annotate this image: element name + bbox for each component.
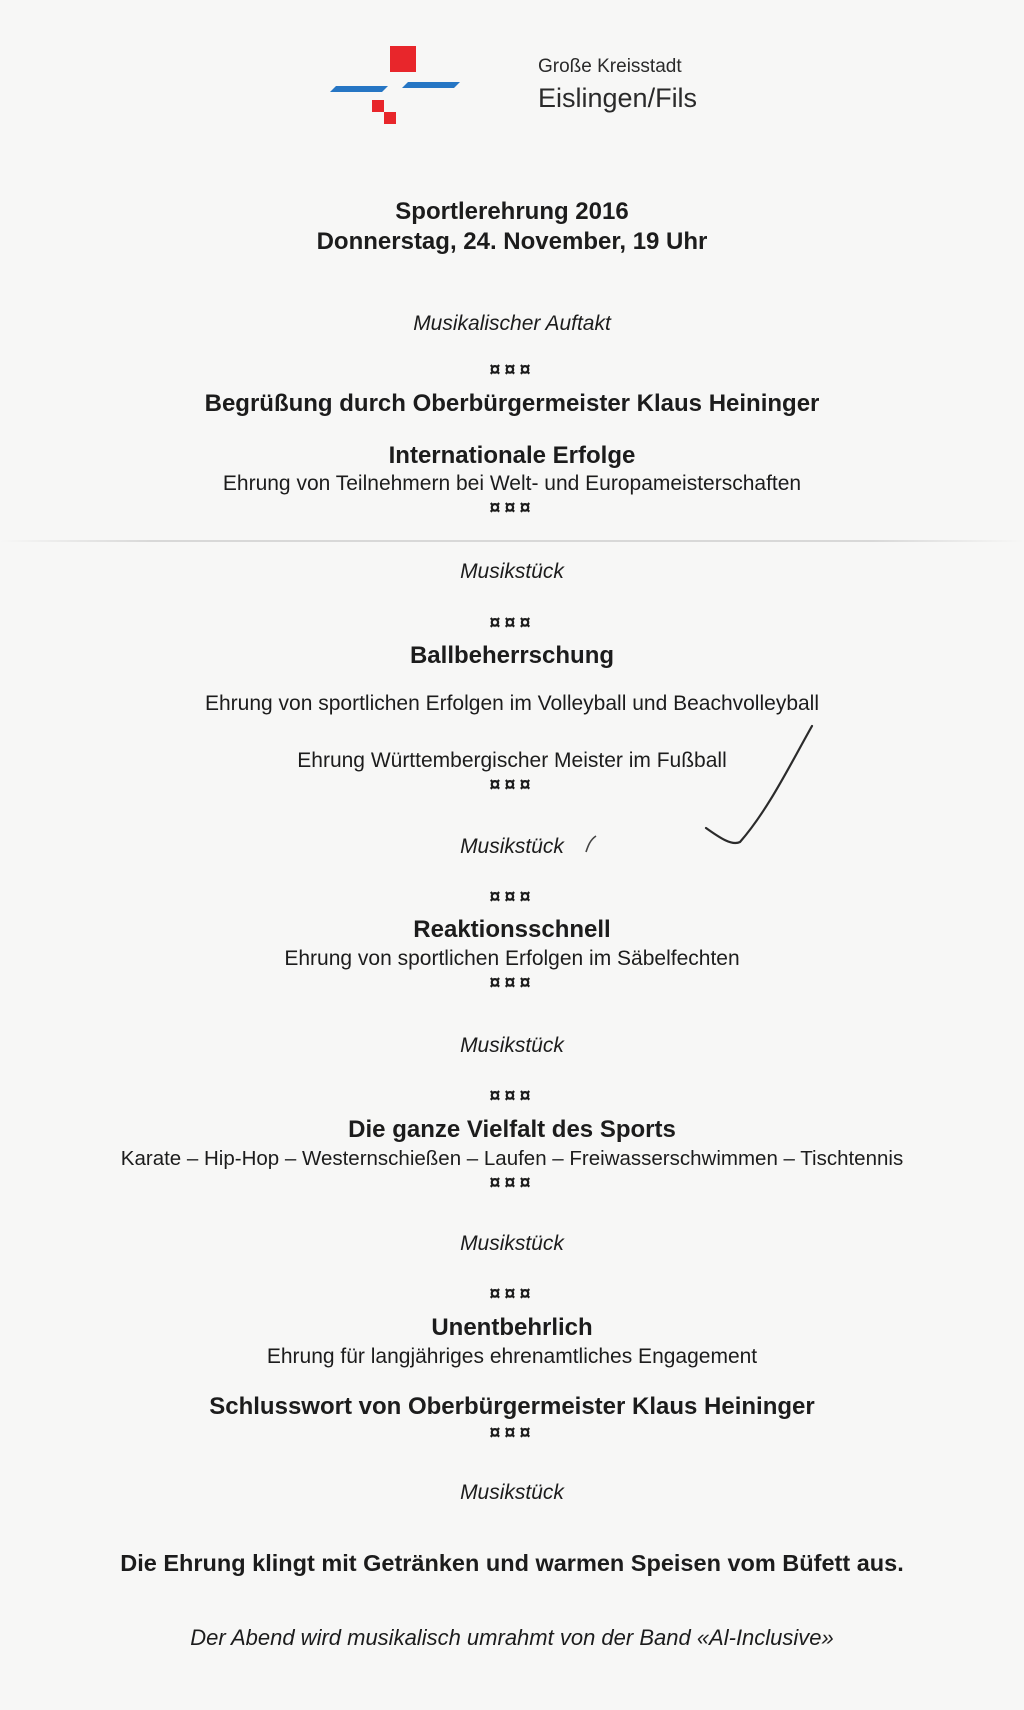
music-piece: Musikstück — [460, 835, 564, 858]
city-logo-icon — [330, 44, 460, 130]
buffet-note: Die Ehrung klingt mit Getränken und warmen Speisen vom Büfett aus. — [120, 1550, 904, 1576]
ornament: ¤¤¤ — [489, 774, 535, 796]
section-variety-text: Karate – Hip-Hop – Westernschießen – Laufen – Freiwasserschwimmen – Tischtennis — [120, 1147, 904, 1170]
closing-words: Schlusswort von Oberbürgermeister Klaus Heininger — [209, 1393, 815, 1420]
ornament: ¤¤¤ — [489, 972, 535, 994]
section-volunteer-title: Unentbehrlich — [431, 1314, 593, 1341]
ornament: ¤¤¤ — [489, 1283, 535, 1305]
section-ball-title: Ballbeherrschung — [409, 642, 615, 669]
greeting: Begrüßung durch Oberbürgermeister Klaus Heininger — [204, 390, 820, 417]
city-name-line2: Eislingen/Fils — [538, 83, 698, 113]
ornament: ¤¤¤ — [489, 497, 535, 519]
music-piece: Musikstück — [460, 1034, 564, 1057]
ornament: ¤¤¤ — [489, 612, 535, 634]
ornament: ¤¤¤ — [489, 886, 535, 908]
event-date: Donnerstag, 24. November, 19 Uhr — [316, 228, 708, 255]
paper-fold — [0, 540, 1024, 542]
section-international-title: Internationale Erfolge — [388, 442, 636, 469]
section-international-text: Ehrung von Teilnehmern bei Welt- und Europameisterschaften — [222, 472, 802, 495]
pen-mark-icon — [582, 832, 600, 854]
section-ball-text1: Ehrung von sportlichen Erfolgen im Volleyball und Beachvolleyball — [204, 692, 820, 715]
ornament: ¤¤¤ — [489, 1422, 535, 1444]
opening-music: Musikalischer Auftakt — [413, 312, 611, 335]
city-name — [538, 55, 697, 115]
city-name-line1: Große Kreisstadt — [538, 56, 682, 77]
section-reaction-title: Reaktionsschnell — [413, 916, 611, 943]
band-note: Der Abend wird musikalisch umrahmt von der Band «Al-Inclusive» — [190, 1625, 834, 1650]
section-volunteer-text: Ehrung für langjähriges ehrenamtliches Engagement — [266, 1345, 758, 1368]
ornament: ¤¤¤ — [489, 359, 535, 381]
ornament: ¤¤¤ — [489, 1085, 535, 1107]
handwritten-checkmark-icon — [700, 720, 820, 860]
section-reaction-text: Ehrung von sportlichen Erfolgen im Säbelfechten — [284, 947, 740, 970]
section-variety-title: Die ganze Vielfalt des Sports — [348, 1116, 676, 1143]
music-piece: Musikstück — [460, 1481, 564, 1504]
music-piece: Musikstück — [460, 560, 564, 583]
music-piece: Musikstück — [460, 1232, 564, 1255]
event-title: Sportlerehrung 2016 — [395, 198, 629, 225]
section-ball-text2: Ehrung Württembergischer Meister im Fußball — [297, 749, 727, 772]
ornament: ¤¤¤ — [489, 1172, 535, 1194]
